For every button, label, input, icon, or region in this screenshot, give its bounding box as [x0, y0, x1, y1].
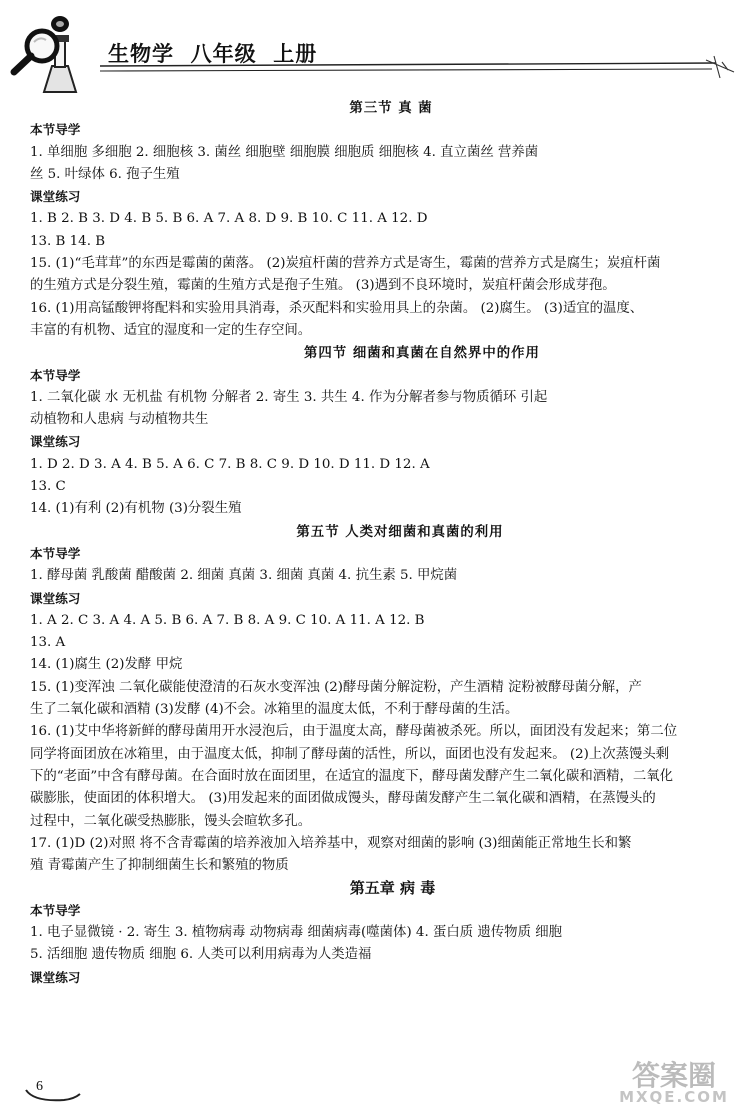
- page-number: 6: [36, 1079, 43, 1094]
- answer-line: 碳膨胀，使面团的体积增大。 (3)用发起来的面团做成馒头，酵母菌发酵产生二氧化碳和酒精，在蒸馒头的: [30, 791, 656, 807]
- answer-line: 下的“老面”中含有酵母菌。在合面时放在面团里，在适宜的温度下，酵母菌发酵产生二氧化碳和酒精，二氧化: [30, 768, 674, 784]
- chapter-title: 第五章 病 毒: [349, 879, 436, 898]
- answer-line: 1. 单细胞 多细胞 2. 细胞核 3. 菌丝 细胞壁 细胞膜 细胞质 细胞核 4. 直立菌丝 营养菌: [30, 144, 539, 160]
- answer-line: 13. B 14. B: [30, 233, 106, 249]
- answer-line: 5. 活细胞 遗传物质 细胞 6. 人类可以利用病毒为人类造福: [30, 947, 372, 963]
- answer-line: 殖 青霉菌产生了抑制细菌生长和繁殖的物质: [30, 858, 289, 874]
- answer-content: [30, 97, 730, 989]
- magnifier-flask-icon: [14, 16, 76, 92]
- answer-line: 16. (1)艾中华将新鲜的酵母菌用开水浸泡后，由于温度太高，酵母菌被杀死。所以，面团没有发起来；第二位: [30, 724, 678, 740]
- subsection-heading: 课堂练习: [30, 189, 81, 205]
- answer-line: 15. (1)“毛茸茸”的东西是霉菌的菌落。 (2)炭疽杆菌的营养方式是寄生，霉菌的营养方式是腐生；炭疽杆菌: [30, 256, 661, 272]
- answer-line: 14. (1)有利 (2)有机物 (3)分裂生殖: [30, 501, 242, 517]
- answer-line: 过程中，二氧化碳受热膨胀，馒头会暄软多孔。: [30, 813, 312, 829]
- watermark-logo: [604, 1058, 746, 1104]
- answer-line: 生了二氧化碳和酒精 (3)发酵 (4)不会。冰箱里的温度太低，不利于酵母菌的生活。: [30, 702, 519, 718]
- answer-line: 1. 电子显微镜 · 2. 寄生 3. 植物病毒 动物病毒 细菌病毒(噬菌体) 4. 蛋白质 遗传物质 细胞: [30, 924, 562, 940]
- answer-line: 1. 酵母菌 乳酸菌 醋酸菌 2. 细菌 真菌 3. 细菌 真菌 4. 抗生素 5. 甲烷菌: [30, 568, 458, 584]
- subsection-heading: 本节导学: [30, 367, 81, 383]
- subsection-heading: 本节导学: [30, 902, 81, 918]
- answer-line: 13. C: [30, 479, 66, 495]
- answer-line: 1. D 2. D 3. A 4. B 5. A 6. C 7. B 8. C 9. D 10. D 11. D 12. A: [30, 456, 430, 472]
- answer-line: 17. (1)D (2)对照 将不含青霉菌的培养液加入培养基中，观察对细菌的影响 (3)细菌能正常地生长和繁: [30, 835, 632, 851]
- watermark-bottom-text: MXQE.COM: [619, 1088, 729, 1104]
- subsection-heading: 课堂练习: [30, 590, 81, 606]
- section-title: 第三节 真 菌: [349, 100, 433, 116]
- subsection-heading: 课堂练习: [30, 969, 81, 985]
- section-title: 第四节 细菌和真菌在自然界中的作用: [304, 345, 540, 362]
- section-title: 第五节 人类对细菌和真菌的利用: [296, 523, 504, 540]
- page-header: [0, 0, 750, 95]
- answer-line: 的生殖方式是分裂生殖，霉菌的生殖方式是孢子生殖。 (3)遇到不良环境时，炭疽杆菌会形成芽孢。: [30, 278, 616, 294]
- answer-line: 15. (1)变浑浊 二氧化碳能使澄清的石灰水变浑浊 (2)酵母菌分解淀粉，产生酒精 淀粉被酵母菌分解，产: [30, 679, 642, 695]
- answer-line: 丝 5. 叶绿体 6. 孢子生殖: [30, 166, 180, 182]
- page-number-curve: [24, 1082, 84, 1104]
- answer-line: 14. (1)腐生 (2)发酵 甲烷: [30, 657, 183, 673]
- answer-line: 1. B 2. B 3. D 4. B 5. B 6. A 7. A 8. D 9. B 10. C 11. A 12. D: [30, 211, 428, 227]
- answer-line: 1. A 2. C 3. A 4. A 5. B 6. A 7. B 8. A 9. C 10. A 11. A 12. B: [30, 612, 425, 628]
- subsection-heading: 课堂练习: [30, 434, 81, 450]
- header-title: 生物学 八年级 上册: [108, 41, 318, 66]
- subsection-heading: 本节导学: [30, 122, 81, 138]
- watermark-top-text: 答案圈: [631, 1059, 717, 1092]
- answer-line: 动植物和人患病 与动植物共生: [30, 412, 209, 428]
- subsection-heading: 本节导学: [30, 545, 81, 561]
- answer-line: 同学将面团放在冰箱里，由于温度太低，抑制了酵母菌的活性，所以，面团也没有发起来。 (2)上次蒸馒头剩: [30, 746, 670, 762]
- answer-line: 16. (1)用高锰酸钾将配料和实验用具消毒，杀灭配料和实验用具上的杂菌。 (2)腐生。 (3)适宜的温度、: [30, 300, 644, 316]
- answer-line: 1. 二氧化碳 水 无机盐 有机物 分解者 2. 寄生 3. 共生 4. 作为分解者参与物质循环 引起: [30, 389, 548, 405]
- answer-line: 丰富的有机物、适宜的湿度和一定的生存空间。: [30, 322, 312, 338]
- answer-line: 13. A: [30, 635, 66, 651]
